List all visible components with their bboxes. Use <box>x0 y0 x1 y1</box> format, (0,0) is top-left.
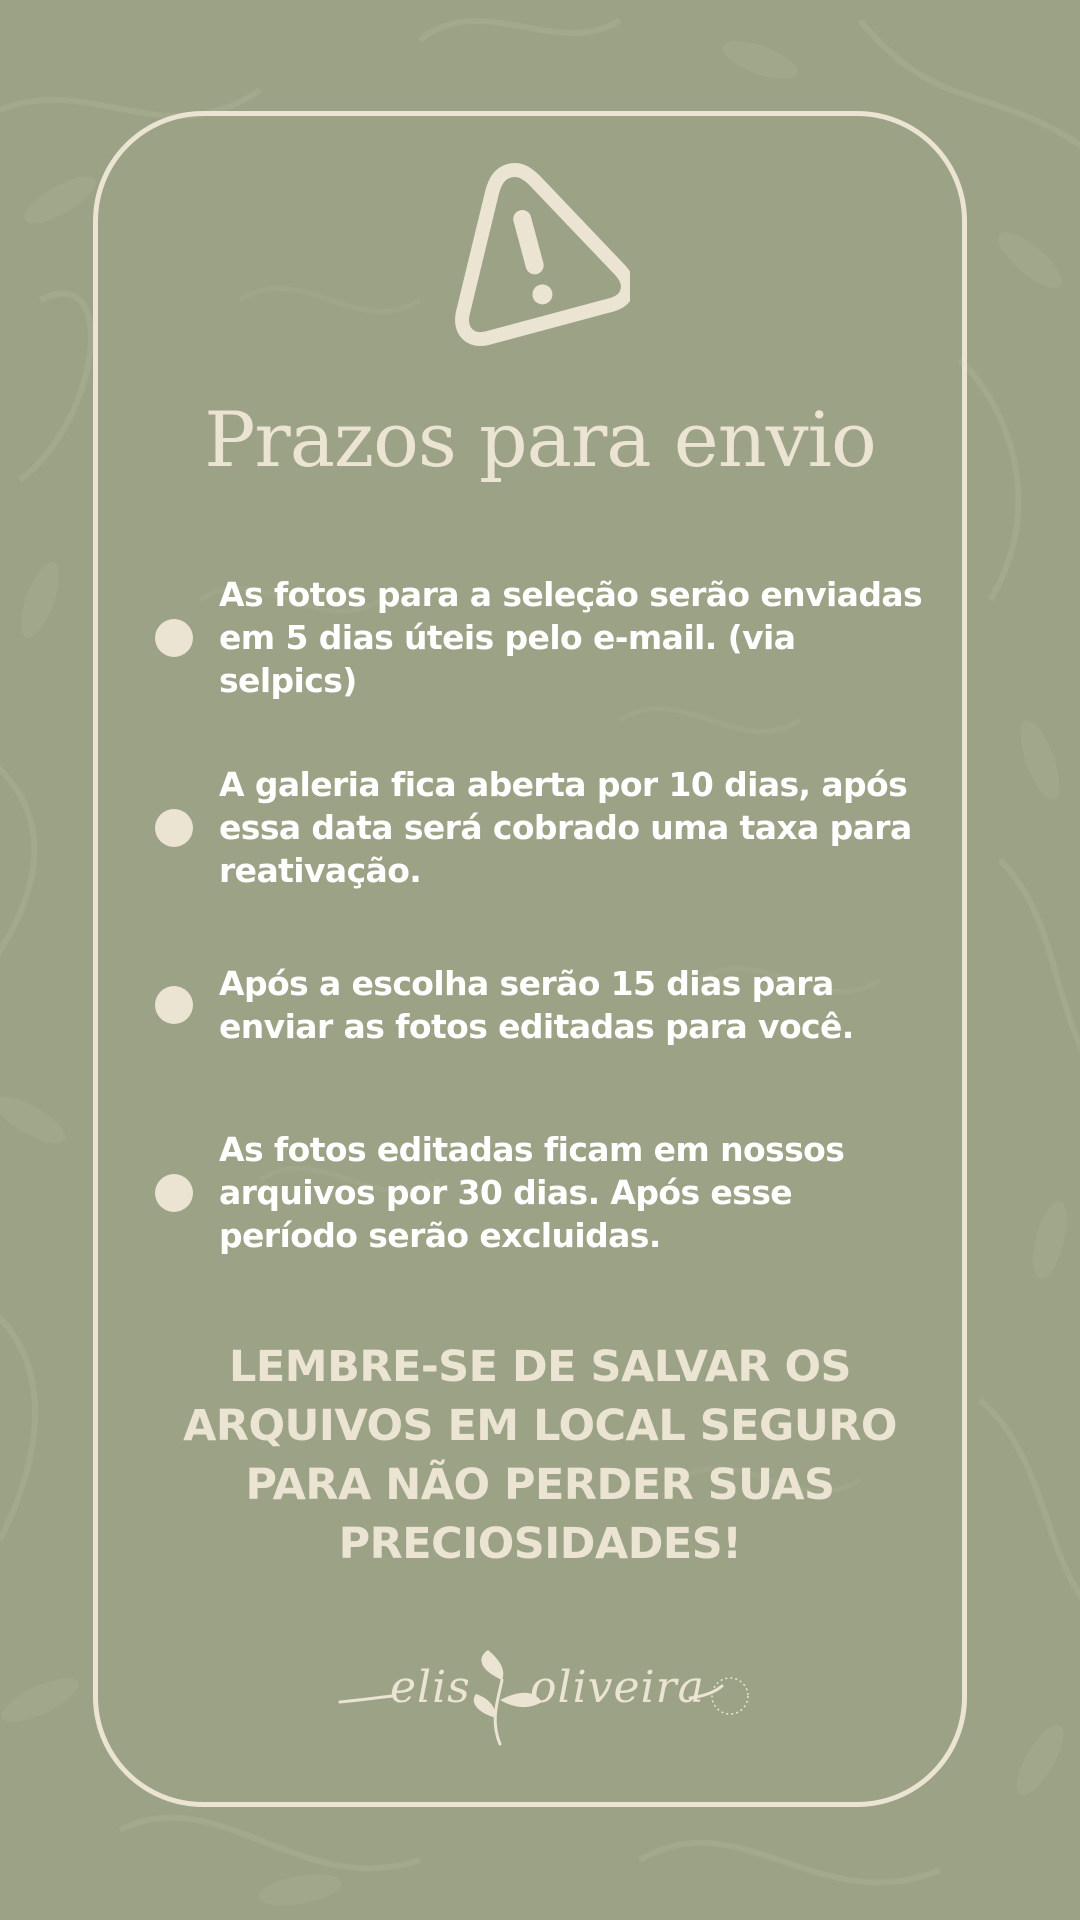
bullet-icon <box>155 986 193 1024</box>
list-item-text: As fotos editadas ficam em nossos arquivos por 30 dias. Após esse período serão excluidas. <box>219 1130 845 1255</box>
logo-last-name: oliveira <box>530 1662 705 1713</box>
reminder-text: LEMBRE-SE DE SALVAR OS ARQUIVOS EM LOCAL SEGURO PARA NÃO PERDER SUAS PRECIOSIDADES! <box>183 1342 897 1569</box>
brand-logo <box>330 1640 750 1750</box>
page-title: Prazos para envio <box>204 395 876 484</box>
list-item-text: Após a escolha serão 15 dias para enviar as fotos editadas para você. <box>219 964 854 1046</box>
bullet-icon <box>155 809 193 847</box>
list-item <box>155 1128 935 1257</box>
list-item-text: A galeria fica aberta por 10 dias, após essa data será cobrado uma taxa para reativação. <box>219 765 912 890</box>
list-item <box>155 573 935 702</box>
list-item <box>155 763 935 892</box>
logo-first-name: elis <box>390 1662 471 1713</box>
list-item-text: As fotos para a seleção serão enviadas em 5 dias úteis pelo e-mail. (via selpics) <box>219 575 923 700</box>
bullet-icon <box>155 1174 193 1212</box>
bullet-icon <box>155 619 193 657</box>
list-item <box>155 962 935 1048</box>
